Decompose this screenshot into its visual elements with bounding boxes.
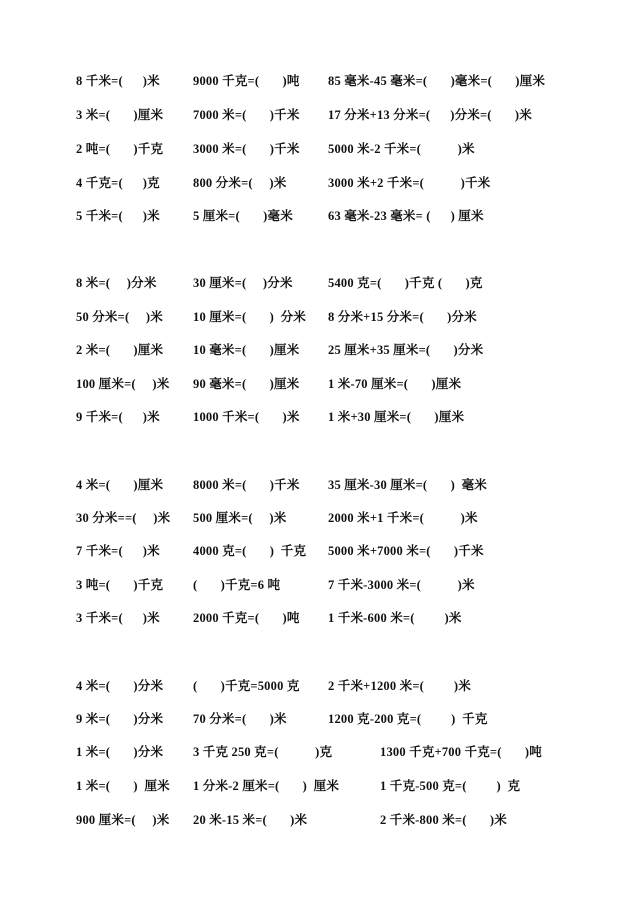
problem: 90 毫米=( )厘米: [193, 377, 300, 391]
problem: 1200 克-200 克=( ) 千克: [328, 712, 488, 726]
problem: 1 千克-500 克=( ) 克: [380, 779, 521, 793]
problem: 2000 千克=( )吨: [193, 611, 300, 625]
problem: 7000 米=( )千米: [193, 108, 300, 122]
problem: 7 千米=( )米: [76, 544, 160, 558]
problem: 10 厘米=( ) 分米: [193, 310, 306, 324]
problem: 2 千米+1200 米=( )米: [328, 679, 471, 693]
problem: 5 千米=( )米: [76, 209, 160, 223]
problem: 7 千米-3000 米=( )米: [328, 578, 475, 592]
problem: 3 千米=( )米: [76, 611, 160, 625]
problem: 1 分米-2 厘米=( ) 厘米: [193, 779, 340, 793]
problem: 3000 米=( )千米: [193, 142, 300, 156]
problem: 1 千米-600 米=( )米: [328, 611, 462, 625]
problem: 35 厘米-30 厘米=( ) 毫米: [328, 478, 487, 492]
problem: 10 毫米=( )厘米: [193, 343, 300, 357]
problem: 4 千克=( )克: [76, 176, 160, 190]
problem: 800 分米=( )米: [193, 176, 287, 190]
problem: 4 米=( )厘米: [76, 478, 164, 492]
problem: 4000 克=( ) 千克: [193, 544, 307, 558]
problem: 50 分米=( )米: [76, 310, 163, 324]
problem: 1 米-70 厘米=( )厘米: [328, 377, 462, 391]
problem: 2 千米-800 米=( )米: [380, 813, 507, 827]
problem: 9 米=( )分米: [76, 712, 164, 726]
problem: 2 米=( )厘米: [76, 343, 164, 357]
problem: 30 厘米=( )分米: [193, 276, 293, 290]
problem: 3 米=( )厘米: [76, 108, 164, 122]
problem: 2 吨=( )千克: [76, 142, 164, 156]
problem: 85 毫米-45 毫米=( )毫米=( )厘米: [328, 74, 546, 88]
problem: 20 米-15 米=( )米: [193, 813, 308, 827]
problem: ( )千克=5000 克: [193, 679, 300, 693]
problem: 8 分米+15 分米=( )分米: [328, 310, 477, 324]
problem: 9 千米=( )米: [76, 410, 160, 424]
problem: ( )千克=6 吨: [193, 578, 281, 592]
problem: 100 厘米=( )米: [76, 377, 170, 391]
problem: 17 分米+13 分米=( )分米=( )米: [328, 108, 532, 122]
problem: 1300 千克+700 千克=( )吨: [380, 745, 542, 759]
problem: 8000 米=( )千米: [193, 478, 300, 492]
problem: 500 厘米=( )米: [193, 511, 287, 525]
problem: 5400 克=( )千克 ( )克: [328, 276, 483, 290]
problem: 70 分米=( )米: [193, 712, 287, 726]
problem: 1000 千米=( )米: [193, 410, 300, 424]
problem: 30 分米==( )米: [76, 511, 171, 525]
problem: 3000 米+2 千米=( )千米: [328, 176, 491, 190]
problem: 63 毫米-23 毫米= ( ) 厘米: [328, 209, 484, 223]
problem: 3 吨=( )千克: [76, 578, 164, 592]
problem: 5 厘米=( )毫米: [193, 209, 293, 223]
problem: 3 千克 250 克=( )克: [193, 745, 333, 759]
problem: 1 米=( )分米: [76, 745, 164, 759]
problem: 5000 米+7000 米=( )千米: [328, 544, 484, 558]
problem: 1 米=( ) 厘米: [76, 779, 170, 793]
problem: 8 米=( )分米: [76, 276, 157, 290]
problem: 2000 米+1 千米=( )米: [328, 511, 478, 525]
problem: 9000 千克=( )吨: [193, 74, 300, 88]
problem: 8 千米=( )米: [76, 74, 160, 88]
problem: 4 米=( )分米: [76, 679, 164, 693]
problem: 25 厘米+35 厘米=( )分米: [328, 343, 484, 357]
problem: 900 厘米=( )米: [76, 813, 170, 827]
problem: 1 米+30 厘米=( )厘米: [328, 410, 465, 424]
problem: 5000 米-2 千米=( )米: [328, 142, 475, 156]
